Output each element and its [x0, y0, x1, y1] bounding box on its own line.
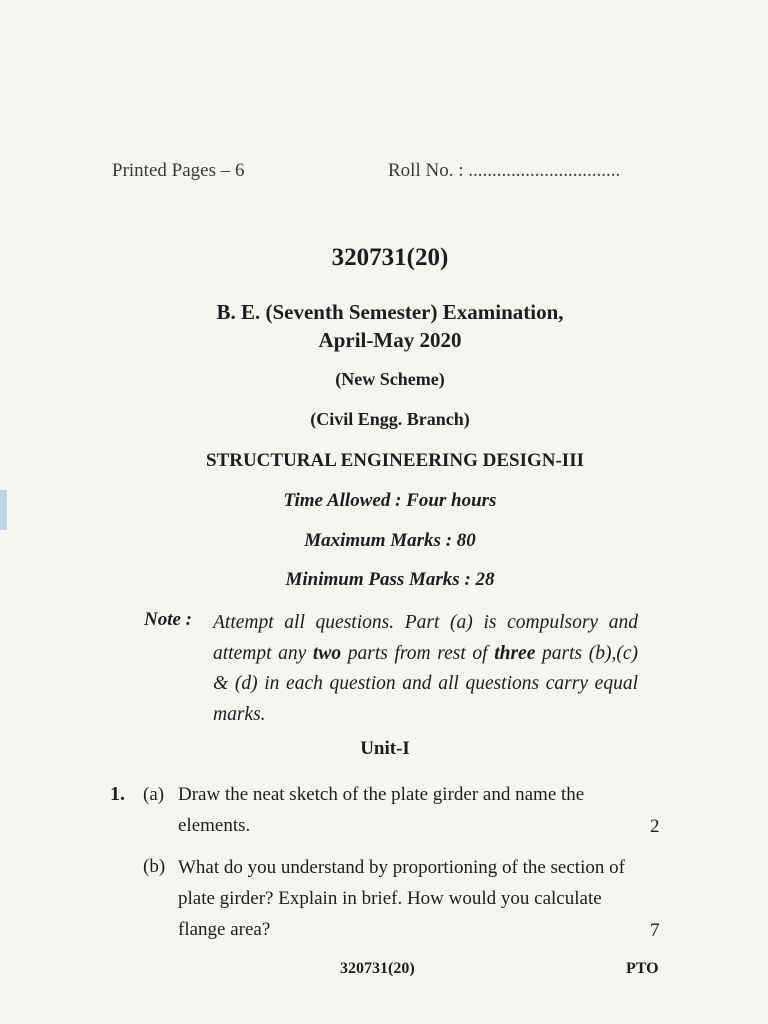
maximum-marks: Maximum Marks : 80	[304, 530, 476, 551]
question-part-text: What do you understand by proportioning of the section of plate girder? Explain in brief. How would you calculate flange area?	[178, 857, 625, 940]
question-part-text: Draw the neat sketch of the plate girder and name the elements.	[178, 784, 585, 836]
time-allowed: Time Allowed : Four hours	[283, 490, 497, 511]
question-number: 1.	[110, 783, 125, 805]
question-marks: 2	[650, 816, 660, 837]
branch: (Civil Engg. Branch)	[310, 409, 470, 429]
roll-number-field: Roll No. : ................................	[388, 160, 621, 181]
footer-paper-code: 320731(20)	[340, 960, 415, 977]
subject-title: STRUCTURAL ENGINEERING DESIGN-III	[206, 450, 584, 471]
exam-session: April-May 2020	[318, 328, 462, 352]
note-emphasis-three: three	[494, 642, 536, 664]
scheme: (New Scheme)	[335, 369, 445, 389]
note-label: Note :	[144, 609, 193, 630]
note-emphasis-two: two	[312, 642, 342, 664]
question-part-label: (a)	[143, 784, 165, 805]
exam-title: B. E. (Seventh Semester) Examination,	[216, 300, 564, 324]
printed-pages: Printed Pages – 6	[112, 160, 245, 181]
footer-pto: PTO	[626, 960, 659, 977]
paper-code: 320731(20)	[331, 244, 449, 271]
note-text: Attempt all questions. Part (a) is compulsory and attempt any two parts from rest of three parts (b),(c) & (d) in each question and all questions carry equal marks.	[213, 612, 638, 725]
unit-heading: Unit-I	[360, 738, 410, 759]
minimum-pass-marks: Minimum Pass Marks : 28	[285, 569, 495, 590]
question-part-label: (b)	[143, 856, 166, 877]
question-marks: 7	[650, 920, 660, 941]
